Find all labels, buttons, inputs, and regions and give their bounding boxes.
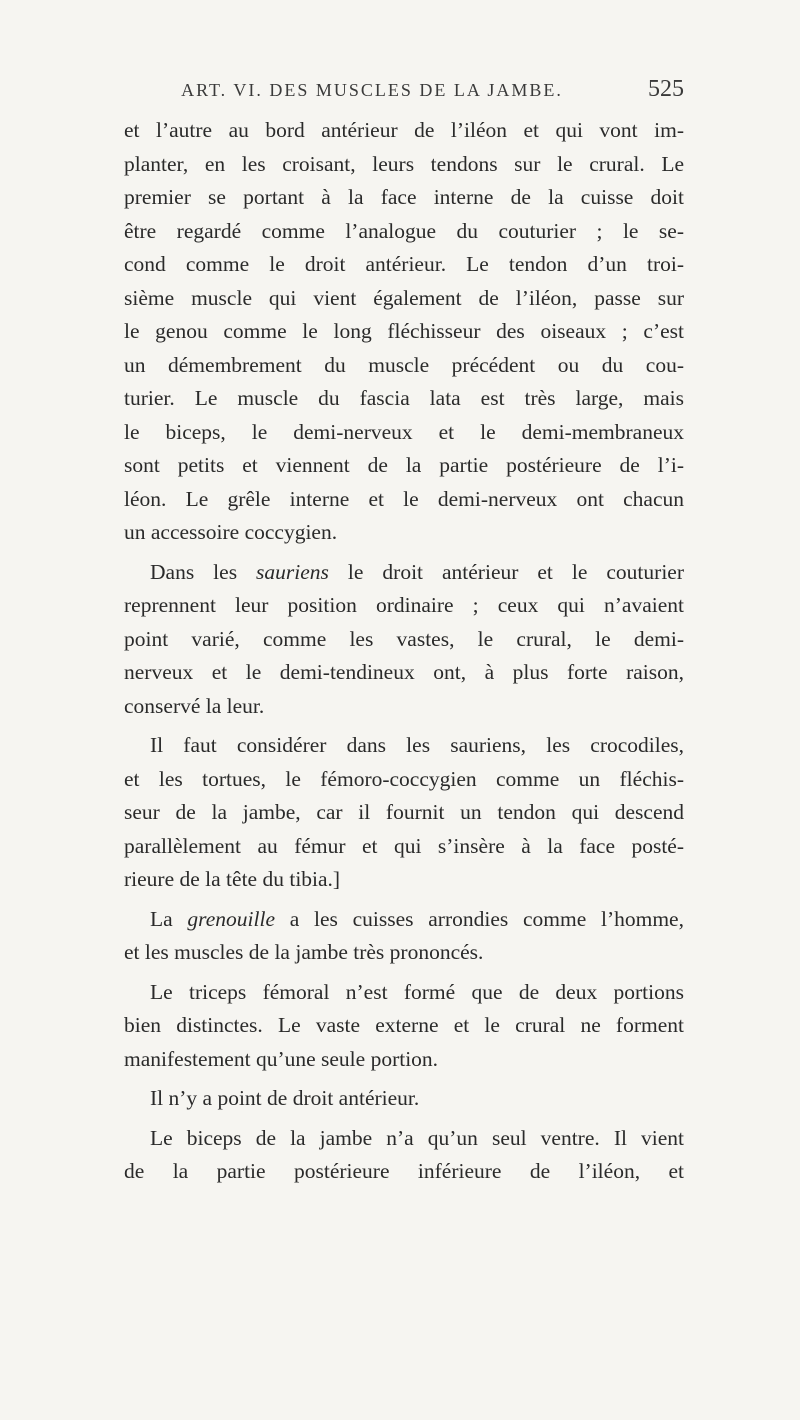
paragraph-1 — [124, 114, 684, 550]
text-line: un accessoire coccygien. — [124, 520, 338, 544]
text-line: léon. Le grêle interne et le demi-nerveux ont chacun — [124, 486, 684, 511]
paragraph-4 — [124, 903, 684, 970]
page-number: 525 — [648, 76, 684, 102]
text-line: et les tortues, le fémoro-coccygien comme un fléchis- — [124, 766, 684, 791]
text-line: point varié, comme les vastes, le crural, le demi- — [124, 626, 684, 651]
paragraph-5 — [124, 976, 684, 1077]
text-line: Il faut considérer dans les sauriens, les crocodiles, — [150, 733, 684, 757]
text-line: rieure de la tête du tibia.] — [124, 867, 341, 891]
text-line: manifestement qu’une seule portion. — [124, 1046, 439, 1071]
paragraph-7 — [124, 1122, 684, 1189]
paragraph-6 — [124, 1082, 684, 1116]
text-line: le biceps, le demi-nerveux et le demi-membraneux — [124, 419, 684, 444]
text-line: bien distinctes. Le vaste externe et le crural ne forment — [124, 1013, 684, 1037]
text-line: Le triceps fémoral n’est formé que de deux portions — [150, 979, 684, 1004]
text-line — [124, 556, 684, 590]
page-header — [120, 76, 684, 110]
running-head: ART. VI. DES MUSCLES DE LA JAMBE. — [181, 80, 563, 100]
text-line: et l’autre au bord antérieur de l’iléon et qui vont im- — [124, 118, 684, 142]
italic-term: sauriens — [256, 559, 329, 584]
text-line: nerveux et le demi-tendineux ont, à plus forte raison, — [124, 660, 684, 684]
text-line: planter, en les croisant, leurs tendons sur le crural. Le — [124, 151, 684, 176]
text-fragment: le droit antérieur et le couturier — [328, 559, 684, 584]
text-line: conservé la leur. — [124, 693, 265, 718]
text-line: être regardé comme l’analogue du couturier ; le se- — [124, 218, 684, 243]
paragraph-3 — [124, 729, 684, 897]
text-line: de la partie postérieure inférieure de l’iléon, et — [124, 1159, 684, 1183]
text-line: Le biceps de la jambe n’a qu’un seul ventre. Il vient — [150, 1125, 684, 1150]
text-line: Il n’y a point de droit antérieur. — [150, 1086, 420, 1110]
text-line: reprennent leur position ordinaire ; ceux qui n’avaient — [124, 593, 684, 617]
text-line: et les muscles de la jambe très prononcés. — [124, 940, 484, 964]
paragraph-2 — [124, 556, 684, 724]
text-line: le genou comme le long fléchisseur des oiseaux ; c’est — [124, 319, 684, 343]
text-line: cond comme le droit antérieur. Le tendon d’un troi- — [124, 252, 684, 276]
text-line: sième muscle qui vient également de l’iléon, passe sur — [124, 285, 684, 310]
text-line — [124, 903, 684, 937]
text-line: seur de la jambe, car il fournit un tendon qui descend — [124, 800, 684, 824]
text-fragment: Dans les — [150, 559, 257, 584]
italic-term: grenouille — [187, 906, 275, 931]
text-line: un démembrement du muscle précédent ou du cou- — [124, 352, 684, 377]
text-line: sont petits et viennent de la partie postérieure de l’i- — [124, 453, 684, 477]
text-line: premier se portant à la face interne de la cuisse doit — [124, 185, 684, 209]
text-line: turier. Le muscle du fascia lata est très large, mais — [124, 386, 684, 410]
text-fragment: a les cuisses arrondies comme l’homme, — [274, 906, 684, 931]
text-fragment: La — [150, 906, 188, 931]
body-text — [124, 114, 684, 1195]
text-line: parallèlement au fémur et qui s’insère à la face posté- — [124, 833, 684, 858]
